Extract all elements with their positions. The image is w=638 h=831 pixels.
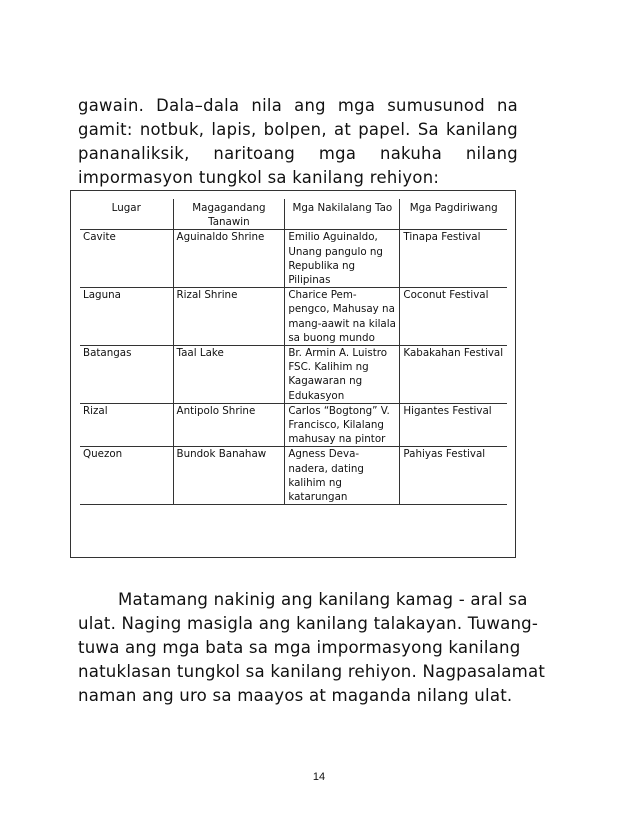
cell-pagdiriwang: Pahiyas Festival <box>400 447 507 505</box>
cell-tanawin: Aguinaldo Shrine <box>173 230 285 288</box>
cell-tanawin: Bundok Banahaw <box>173 447 285 505</box>
header-tao: Mga Nakilalang Tao <box>285 199 400 230</box>
cell-pagdiriwang: Coconut Festival <box>400 288 507 346</box>
header-pagdiriwang: Mga Pagdiriwang <box>400 199 507 230</box>
cell-tanawin: Taal Lake <box>173 346 285 404</box>
cell-lugar: Quezon <box>80 447 173 505</box>
cell-pagdiriwang: Higantes Festival <box>400 403 507 447</box>
header-tanawin: Magagandang Tanawin <box>173 199 285 230</box>
region-info-table <box>80 199 507 505</box>
cell-lugar: Cavite <box>80 230 173 288</box>
closing-paragraph-text: Matamang nakinig ang kanilang kamag - aral sa ulat. Naging masigla ang kanilang talakayan. Tuwang- tuwa ang mga bata sa mga impormasyong kanilang natuklasan tungkol sa kanilang rehiyon. Nagpasalamat naman ang uro sa maayos at maganda nilang ulat. <box>78 589 546 706</box>
cell-pagdiriwang: Kabakahan Festival <box>400 346 507 404</box>
cell-lugar: Laguna <box>80 288 173 346</box>
table-frame <box>70 190 516 558</box>
table-row <box>80 403 507 447</box>
cell-lugar: Batangas <box>80 346 173 404</box>
cell-tanawin: Antipolo Shrine <box>173 403 285 447</box>
closing-paragraph <box>78 588 548 709</box>
cell-tao: Br. Armin A. Luistro FSC. Kalihim ng Kagawaran ng Edukasyon <box>285 346 400 404</box>
cell-tao: Charice Pem-pengco, Mahusay na mang-aawit na kilala sa buong mundo <box>285 288 400 346</box>
table-header-row <box>80 199 507 230</box>
header-lugar: Lugar <box>80 199 173 230</box>
table-row <box>80 288 507 346</box>
cell-lugar: Rizal <box>80 403 173 447</box>
cell-tao: Emilio Aguinaldo, Unang pangulo ng Republika ng Pilipinas <box>285 230 400 288</box>
cell-tao: Carlos “Bogtong” V. Francisco, Kilalang mahusay na pintor <box>285 403 400 447</box>
page-number: 14 <box>312 771 326 783</box>
cell-tanawin: Rizal Shrine <box>173 288 285 346</box>
table-row <box>80 230 507 288</box>
intro-paragraph: gawain. Dala–dala nila ang mga sumusunod na gamit: notbuk, lapis, bolpen, at papel. Sa kanilang pananaliksik, naritoang mga nakuha nilang impormasyon tungkol sa kanilang rehiyon: <box>78 96 518 188</box>
cell-pagdiriwang: Tinapa Festival <box>400 230 507 288</box>
table-row <box>80 447 507 505</box>
table-row <box>80 346 507 404</box>
cell-tao: Agness Deva-nadera, dating kalihim ng katarungan <box>285 447 400 505</box>
